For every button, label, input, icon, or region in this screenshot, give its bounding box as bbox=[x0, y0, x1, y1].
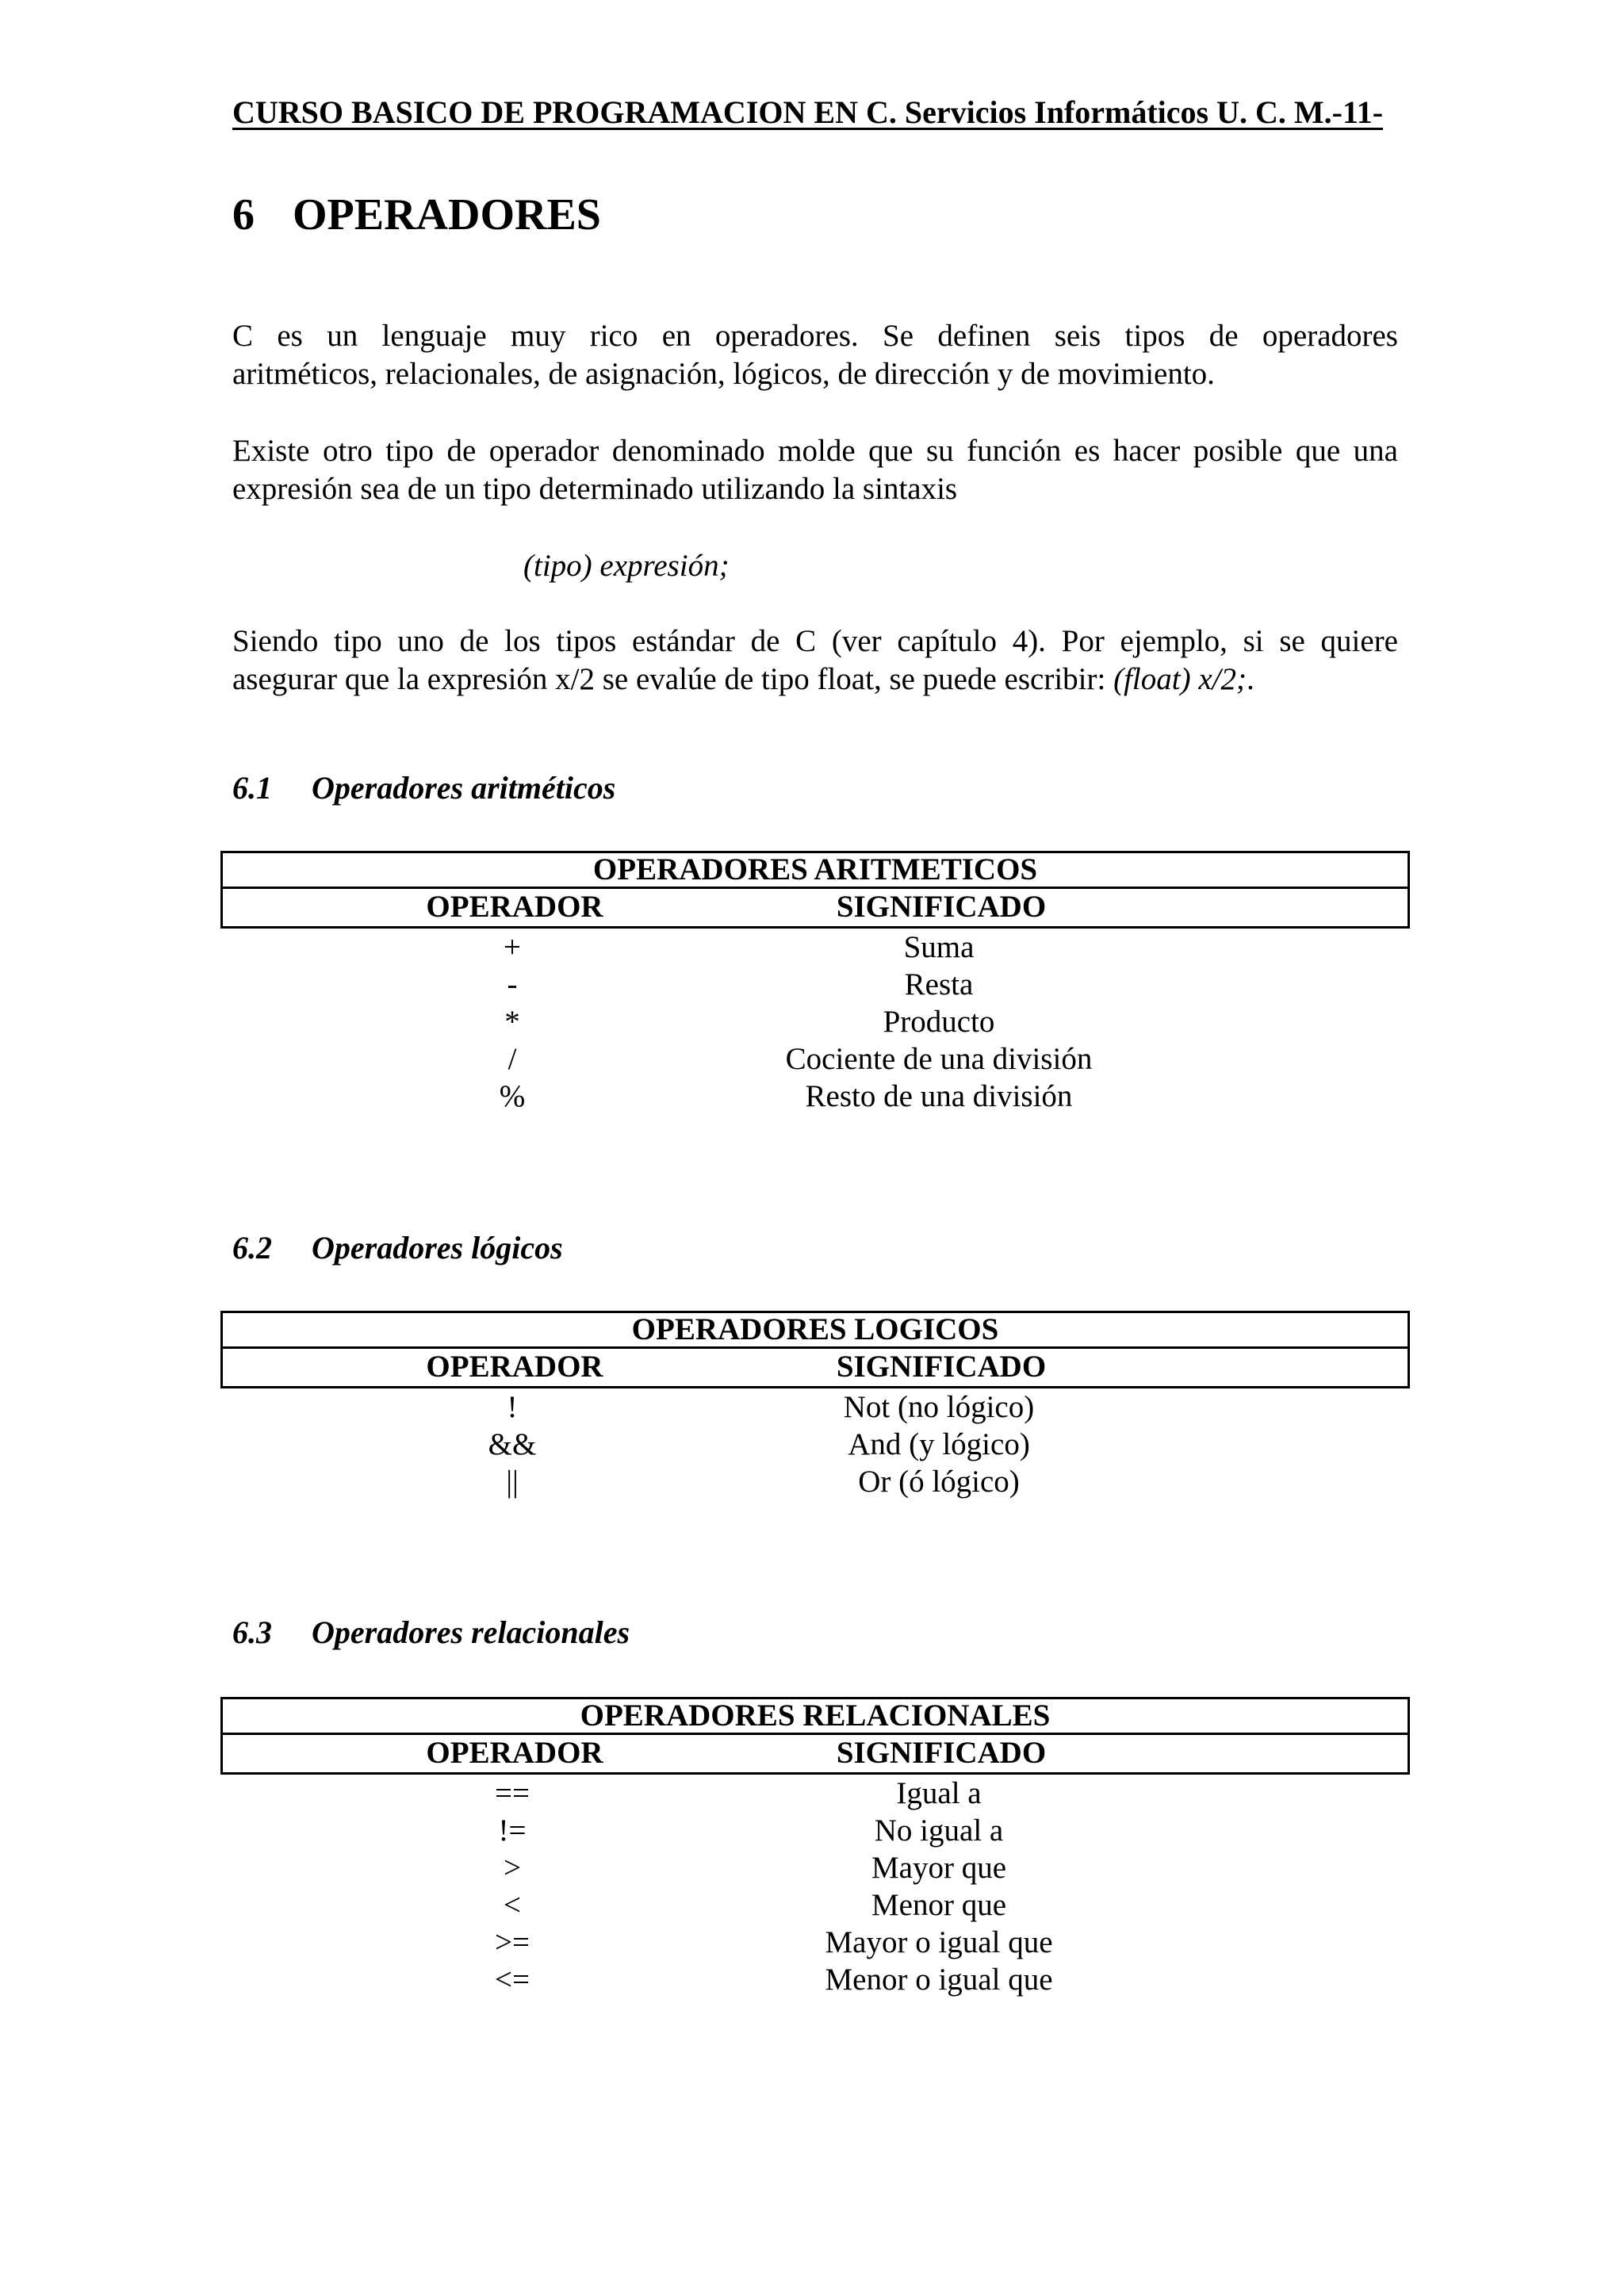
meaning-cell: Menor que bbox=[871, 1888, 1007, 1922]
section-title-logicos bbox=[232, 1229, 563, 1267]
meaning-cell: Producto bbox=[883, 1005, 995, 1039]
table-row bbox=[220, 1849, 1410, 1886]
meaning-cell: Cociente de una división bbox=[785, 1042, 1093, 1076]
table-relacionales bbox=[220, 1697, 1410, 1998]
section-title-text: Operadores relacionales bbox=[312, 1614, 630, 1650]
chapter-number: 6 bbox=[232, 190, 255, 239]
operator-cell: == bbox=[495, 1776, 530, 1810]
table-caption: OPERADORES LOGICOS bbox=[220, 1311, 1410, 1349]
header-significado: SIGNIFICADO bbox=[836, 1736, 1047, 1770]
table-row bbox=[220, 966, 1410, 1003]
section-title-text: Operadores lógicos bbox=[312, 1230, 563, 1266]
meaning-cell: Or (ó lógico) bbox=[858, 1465, 1020, 1499]
paragraph-line: expresión sea de un tipo determinado utilizando la sintaxis bbox=[232, 472, 958, 506]
table-row bbox=[220, 1040, 1410, 1078]
chapter-title bbox=[232, 189, 601, 242]
table-row bbox=[220, 1961, 1410, 1998]
meaning-cell: Resta bbox=[904, 967, 974, 1001]
operator-cell: / bbox=[508, 1042, 517, 1076]
paragraph-line: aritméticos, relacionales, de asignación, lógicos, de dirección y de movimiento. bbox=[232, 357, 1215, 391]
example-text-end: . bbox=[1246, 662, 1254, 696]
section-title-aritmeticos bbox=[232, 769, 615, 807]
header-operador: OPERADOR bbox=[426, 890, 603, 924]
meaning-cell: No igual a bbox=[874, 1813, 1004, 1848]
paragraph-line: Siendo tipo uno de los tipos estándar de C (ver capítulo 4). Por ejemplo, si se quiere bbox=[232, 624, 1398, 658]
operator-cell: - bbox=[507, 967, 518, 1001]
operator-cell: <= bbox=[495, 1963, 530, 1997]
paragraph-line: C es un lenguaje muy rico en operadores. Se definen seis tipos de operadores bbox=[232, 319, 1398, 353]
meaning-cell: And (y lógico) bbox=[848, 1427, 1030, 1461]
meaning-cell: Resto de una división bbox=[805, 1079, 1073, 1113]
section-number: 6.2 bbox=[232, 1230, 272, 1266]
running-header: CURSO BASICO DE PROGRAMACION EN C. Servicios Informáticos U. C. M.-11- bbox=[232, 94, 1384, 130]
meaning-cell: Mayor que bbox=[871, 1851, 1007, 1885]
cast-paragraph bbox=[232, 432, 1398, 508]
table-row bbox=[220, 1426, 1410, 1463]
meaning-cell: Not (no lógico) bbox=[843, 1390, 1035, 1424]
example-code: (float) x/2; bbox=[1113, 662, 1247, 696]
paragraph-line bbox=[232, 661, 1398, 699]
table-row bbox=[220, 1003, 1410, 1040]
table-header-row bbox=[220, 889, 1410, 929]
example-paragraph bbox=[232, 622, 1398, 699]
meaning-cell: Suma bbox=[903, 930, 975, 964]
table-row bbox=[220, 929, 1410, 966]
paragraph-line: Existe otro tipo de operador denominado molde que su función es hacer posible que una bbox=[232, 434, 1398, 468]
operator-cell: && bbox=[488, 1427, 537, 1461]
table-row bbox=[220, 1886, 1410, 1924]
operator-cell: >= bbox=[495, 1925, 530, 1959]
example-text: asegurar que la expresión x/2 se evalúe de tipo float, se puede escribir: bbox=[232, 662, 1114, 696]
section-number: 6.3 bbox=[232, 1614, 272, 1650]
operator-cell: != bbox=[498, 1813, 527, 1848]
table-row bbox=[220, 1924, 1410, 1961]
operator-cell: * bbox=[504, 1005, 520, 1039]
table-header-row bbox=[220, 1735, 1410, 1775]
cast-syntax: (tipo) expresión; bbox=[523, 549, 730, 583]
header-significado: SIGNIFICADO bbox=[836, 1350, 1047, 1384]
section-number: 6.1 bbox=[232, 770, 272, 806]
operator-cell: || bbox=[506, 1465, 519, 1499]
header-operador: OPERADOR bbox=[426, 1350, 603, 1384]
operator-cell: % bbox=[499, 1079, 526, 1113]
table-row bbox=[220, 1812, 1410, 1849]
meaning-cell: Igual a bbox=[896, 1776, 982, 1810]
operator-cell: < bbox=[504, 1888, 521, 1922]
operator-cell: + bbox=[504, 930, 521, 964]
table-caption: OPERADORES RELACIONALES bbox=[220, 1697, 1410, 1735]
chapter-title-text: OPERADORES bbox=[293, 190, 601, 239]
section-title-text: Operadores aritméticos bbox=[312, 770, 616, 806]
table-row bbox=[220, 1388, 1410, 1426]
table-header-row bbox=[220, 1349, 1410, 1388]
section-title-relacionales bbox=[232, 1614, 630, 1652]
table-aritmeticos bbox=[220, 851, 1410, 1115]
intro-paragraph bbox=[232, 317, 1398, 393]
meaning-cell: Mayor o igual que bbox=[825, 1925, 1053, 1959]
table-row bbox=[220, 1463, 1410, 1500]
table-row bbox=[220, 1775, 1410, 1812]
table-row bbox=[220, 1078, 1410, 1115]
meaning-cell: Menor o igual que bbox=[825, 1963, 1053, 1997]
header-significado: SIGNIFICADO bbox=[836, 890, 1047, 924]
header-operador: OPERADOR bbox=[426, 1736, 603, 1770]
operator-cell: > bbox=[504, 1851, 521, 1885]
table-caption: OPERADORES ARITMETICOS bbox=[220, 851, 1410, 889]
table-logicos bbox=[220, 1311, 1410, 1500]
operator-cell: ! bbox=[507, 1390, 518, 1424]
